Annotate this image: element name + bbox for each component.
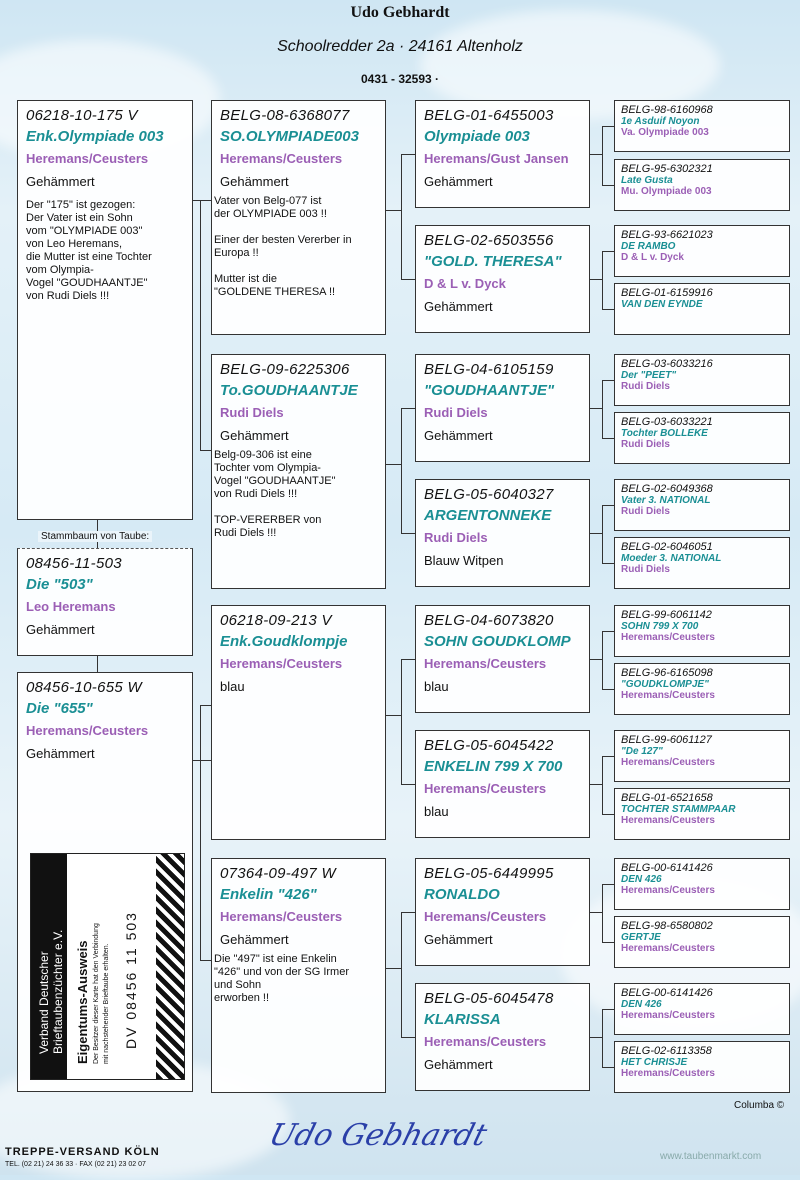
gen2-box[interactable] xyxy=(211,858,386,1093)
gen4-box-breeder: Heremans/Ceusters xyxy=(621,943,715,954)
sire-name: Enk.Olympiade 003 xyxy=(26,128,164,145)
connector-line xyxy=(602,505,614,506)
gen2-notes xyxy=(214,195,377,299)
gen4-box-name: HET CHRISJE xyxy=(621,1057,688,1068)
owner-name: Udo Gebhardt xyxy=(350,4,450,21)
dam-color: Gehämmert xyxy=(26,746,95,761)
note-line: vom Olympia- xyxy=(26,264,94,276)
gen2-box-name: Enkelin "426" xyxy=(220,886,317,903)
connector-line xyxy=(602,631,603,689)
connector-line xyxy=(602,126,614,127)
printer-contact: TEL. (02 21) 24 36 33 · FAX (02 21) 23 02 07 xyxy=(5,1161,146,1168)
sire-color: Gehämmert xyxy=(26,174,95,189)
connector-line xyxy=(602,505,603,563)
dam-breeder: Heremans/Ceusters xyxy=(26,723,149,738)
card-org2: Brieftaubenzüchter e.V. xyxy=(51,929,65,1054)
gen4-box-breeder: Rudi Diels xyxy=(621,564,670,575)
connector-line xyxy=(602,563,614,564)
connector-line xyxy=(590,912,602,913)
gen4-box-reg: BELG-03-6033216 xyxy=(621,358,713,370)
connector-line xyxy=(401,408,402,533)
gen4-box-name: TOCHTER STAMMPAAR xyxy=(621,804,736,815)
note-line: von Leo Heremans, xyxy=(26,238,122,250)
gen4-box-reg: BELG-98-6160968 xyxy=(621,104,713,116)
gen3-box-breeder: Rudi Diels xyxy=(424,405,488,420)
gen4-box-reg: BELG-98-6580802 xyxy=(621,920,713,932)
sire-breeder: Heremans/Ceusters xyxy=(26,151,149,166)
note-line: von Rudi Diels !!! xyxy=(26,290,110,302)
card-pattern-strip xyxy=(156,854,184,1079)
card-ring: DV 08456 11 503 xyxy=(123,911,139,1049)
connector-line xyxy=(401,912,402,1037)
gen3-box-name: "GOLD. THERESA" xyxy=(424,253,562,270)
note-line: Einer der besten Vererber in xyxy=(214,234,352,246)
gen4-box-reg: BELG-02-6046051 xyxy=(621,541,713,553)
connector-line xyxy=(401,1037,415,1038)
signature: Udo Gebhardt xyxy=(265,1118,491,1153)
gen4-box-breeder: Heremans/Ceusters xyxy=(621,690,715,701)
gen4-box-breeder: Heremans/Ceusters xyxy=(621,757,715,768)
gen4-box-name: SOHN 799 X 700 xyxy=(621,621,699,632)
sire-notes xyxy=(26,199,184,303)
note-line: Mutter ist die xyxy=(214,273,277,285)
ownership-card xyxy=(30,853,185,1080)
gen4-box-breeder: Heremans/Ceusters xyxy=(621,1068,715,1079)
root-box[interactable] xyxy=(17,548,193,656)
connector-line xyxy=(590,279,602,280)
gen4-box[interactable] xyxy=(614,983,790,1035)
connector-line xyxy=(97,656,98,672)
watermark: www.taubenmarkt.com xyxy=(660,1151,762,1162)
gen2-box-color: Gehämmert xyxy=(220,932,289,947)
gen2-box-name: To.GOUDHAANTJE xyxy=(220,382,358,399)
gen2-box-color: Gehämmert xyxy=(220,428,289,443)
gen4-box-name: Tochter BOLLEKE xyxy=(621,428,708,439)
gen3-box-breeder: Heremans/Ceusters xyxy=(424,909,547,924)
connector-line xyxy=(200,705,211,706)
note-line: der OLYMPIADE 003 !! xyxy=(214,208,327,220)
connector-line xyxy=(602,631,614,632)
card-title: Eigentums-Ausweis xyxy=(75,940,90,1064)
gen2-box-reg: BELG-09-6225306 xyxy=(220,361,350,378)
note-line: Rudi Diels !!! xyxy=(214,527,277,539)
connector-line xyxy=(200,450,211,451)
connector-line xyxy=(602,942,614,943)
note-line: Europa !! xyxy=(214,247,259,259)
root-breeder: Leo Heremans xyxy=(26,599,116,614)
gen2-box-breeder: Heremans/Ceusters xyxy=(220,656,343,671)
connector-line xyxy=(602,814,614,815)
gen4-box-name: "De 127" xyxy=(621,746,663,757)
gen4-box-name: DEN 426 xyxy=(621,874,662,885)
note-line: Belg-09-306 ist eine xyxy=(214,449,312,461)
gen3-box[interactable] xyxy=(415,354,590,462)
gen3-box-breeder: Rudi Diels xyxy=(424,530,488,545)
gen2-notes xyxy=(214,953,377,1005)
note-line: von Rudi Diels !!! xyxy=(214,488,298,500)
connector-line xyxy=(401,154,415,155)
connector-line xyxy=(200,960,211,961)
gen3-box[interactable] xyxy=(415,479,590,587)
connector-line xyxy=(602,309,614,310)
gen3-box[interactable] xyxy=(415,225,590,333)
printer-name: TREPPE-VERSAND KÖLN xyxy=(5,1146,160,1158)
gen4-box-name: DE RAMBO xyxy=(621,241,676,252)
connector-line xyxy=(401,659,402,784)
gen3-box-name: KLARISSA xyxy=(424,1011,501,1028)
gen4-box-reg: BELG-95-6302321 xyxy=(621,163,713,175)
note-line: erworben !! xyxy=(214,992,270,1004)
gen3-box-name: SOHN GOUDKLOMP xyxy=(424,633,571,650)
gen4-box-breeder: Rudi Diels xyxy=(621,506,670,517)
gen3-box-breeder: Heremans/Ceusters xyxy=(424,781,547,796)
gen4-box[interactable] xyxy=(614,283,790,335)
connector-line xyxy=(401,659,415,660)
root-color: Gehämmert xyxy=(26,622,95,637)
gen2-box-color: blau xyxy=(220,679,245,694)
gen3-box-reg: BELG-05-6045422 xyxy=(424,737,554,754)
gen4-box[interactable] xyxy=(614,100,790,152)
gen3-box-color: blau xyxy=(424,679,449,694)
gen2-notes xyxy=(214,449,377,540)
gen3-box[interactable] xyxy=(415,730,590,838)
connector-line xyxy=(602,884,614,885)
note-line xyxy=(214,501,377,514)
connector-line xyxy=(401,154,402,279)
gen4-box-name: "GOUDKLOMPJE" xyxy=(621,679,709,690)
card-small: Der Besitzer dieser Karte hat den Verbindung xyxy=(93,923,100,1064)
gen4-box-breeder: Rudi Diels xyxy=(621,381,670,392)
gen3-box-reg: BELG-01-6455003 xyxy=(424,107,554,124)
gen3-box-color: blau xyxy=(424,804,449,819)
gen3-box[interactable] xyxy=(415,100,590,208)
connector-line xyxy=(386,210,401,211)
gen4-box-reg: BELG-02-6113358 xyxy=(621,1045,712,1057)
gen4-box-reg: BELG-96-6165098 xyxy=(621,667,713,679)
gen4-box-breeder: Heremans/Ceusters xyxy=(621,885,715,896)
connector-line xyxy=(401,533,415,534)
gen3-box-color: Gehämmert xyxy=(424,1057,493,1072)
card-org: Verband Deutscher xyxy=(37,951,51,1054)
note-line: und Sohn xyxy=(214,979,262,991)
gen4-box-breeder: Heremans/Ceusters xyxy=(621,632,715,643)
gen4-box-reg: BELG-99-6061142 xyxy=(621,609,712,621)
gen3-box[interactable] xyxy=(415,983,590,1091)
note-line: "GOLDENE THERESA !! xyxy=(214,286,336,298)
gen3-box-breeder: Heremans/Ceusters xyxy=(424,656,547,671)
sire-box[interactable] xyxy=(17,100,193,520)
gen2-box-reg: 06218-09-213 V xyxy=(220,612,332,629)
connector-line xyxy=(602,251,614,252)
note-line: Die "497" ist eine Enkelin xyxy=(214,953,337,965)
gen4-box[interactable] xyxy=(614,479,790,531)
note-line: Vogel "GOUDHAANTJE" xyxy=(214,475,336,487)
gen3-box-reg: BELG-04-6073820 xyxy=(424,612,554,629)
gen4-box[interactable] xyxy=(614,663,790,715)
gen4-box-reg: BELG-03-6033221 xyxy=(621,416,713,428)
gen3-box-reg: BELG-04-6105159 xyxy=(424,361,554,378)
connector-line xyxy=(590,154,602,155)
gen2-box-color: Gehämmert xyxy=(220,174,289,189)
connector-line xyxy=(386,968,401,969)
connector-line xyxy=(590,1037,602,1038)
note-line: TOP-VERERBER von xyxy=(214,514,322,526)
gen2-box-breeder: Heremans/Ceusters xyxy=(220,151,343,166)
gen4-box-name: GERTJE xyxy=(621,932,661,943)
gen2-box-breeder: Rudi Diels xyxy=(220,405,284,420)
gen4-box[interactable] xyxy=(614,412,790,464)
gen4-box-breeder: Va. Olympiade 003 xyxy=(621,127,709,138)
gen3-box-breeder: Heremans/Gust Jansen xyxy=(424,151,569,166)
gen4-box[interactable] xyxy=(614,354,790,406)
connector-line xyxy=(602,251,603,309)
gen3-box-color: Gehämmert xyxy=(424,299,493,314)
gen4-box[interactable] xyxy=(614,916,790,968)
gen4-box-name: DEN 426 xyxy=(621,999,662,1010)
note-line: Tochter vom Olympia- xyxy=(214,462,321,474)
gen3-box-name: ENKELIN 799 X 700 xyxy=(424,758,563,775)
gen3-box-breeder: Heremans/Ceusters xyxy=(424,1034,547,1049)
gen4-box-breeder: Rudi Diels xyxy=(621,439,670,450)
card-small2: mit nachstehender Brieftaube erhalten. xyxy=(103,943,110,1064)
dam-reg: 08456-10-655 W xyxy=(26,679,142,696)
gen4-box-name: 1e Asduif Noyon xyxy=(621,116,700,127)
gen2-box[interactable] xyxy=(211,605,386,840)
gen2-box[interactable] xyxy=(211,100,386,335)
gen4-box-reg: BELG-00-6141426 xyxy=(621,862,713,874)
gen4-box-breeder: Heremans/Ceusters xyxy=(621,815,715,826)
gen3-box-reg: BELG-05-6045478 xyxy=(424,990,554,1007)
connector-line xyxy=(193,200,211,201)
connector-line xyxy=(602,185,614,186)
gen4-box[interactable] xyxy=(614,858,790,910)
note-line xyxy=(214,221,377,234)
connector-line xyxy=(401,279,415,280)
gen3-box-reg: BELG-05-6040327 xyxy=(424,486,554,503)
gen4-box-name: VAN DEN EYNDE xyxy=(621,299,703,310)
note-line: "426" und von der SG Irmer xyxy=(214,966,349,978)
gen3-box-reg: BELG-02-6503556 xyxy=(424,232,554,249)
gen2-box-reg: 07364-09-497 W xyxy=(220,865,336,882)
connector-line xyxy=(602,380,614,381)
connector-line xyxy=(401,408,415,409)
note-line: Vater von Belg-077 ist xyxy=(214,195,322,207)
gen4-box-reg: BELG-93-6621023 xyxy=(621,229,713,241)
gen2-box-reg: BELG-08-6368077 xyxy=(220,107,350,124)
note-line: Der "175" ist gezogen: xyxy=(26,199,136,211)
gen4-box-name: Moeder 3. NATIONAL xyxy=(621,553,722,564)
gen4-box[interactable] xyxy=(614,225,790,277)
copyright: Columba © xyxy=(734,1100,785,1111)
gen3-box-color: Gehämmert xyxy=(424,932,493,947)
gen4-box[interactable] xyxy=(614,1041,790,1093)
gen3-box[interactable] xyxy=(415,858,590,966)
gen3-box-reg: BELG-05-6449995 xyxy=(424,865,554,882)
gen3-box-color: Gehämmert xyxy=(424,428,493,443)
connector-line xyxy=(602,380,603,438)
gen2-box-breeder: Heremans/Ceusters xyxy=(220,909,343,924)
connector-line xyxy=(602,1009,603,1067)
connector-line xyxy=(200,200,201,450)
owner-phone: 0431 - 32593 · xyxy=(360,72,440,86)
gen4-box[interactable] xyxy=(614,159,790,211)
gen3-box-name: ARGENTONNEKE xyxy=(424,507,552,524)
gen4-box[interactable] xyxy=(614,537,790,589)
note-line: Der Vater ist ein Sohn xyxy=(26,212,133,224)
owner-address: Schoolredder 2a · 24161 Altenholz xyxy=(277,38,523,55)
gen4-box[interactable] xyxy=(614,730,790,782)
connector-line xyxy=(200,705,201,960)
connector-line xyxy=(401,912,415,913)
gen4-box-breeder: Heremans/Ceusters xyxy=(621,1010,715,1021)
gen2-box-name: Enk.Goudklompje xyxy=(220,633,348,650)
root-name: Die "503" xyxy=(26,576,93,593)
root-reg: 08456-11-503 xyxy=(26,555,122,572)
connector-line xyxy=(590,659,602,660)
gen4-box-breeder: D & L v. Dyck xyxy=(621,252,684,263)
gen3-box-color: Gehämmert xyxy=(424,174,493,189)
connector-line xyxy=(193,760,211,761)
connector-line xyxy=(602,756,603,814)
connector-line xyxy=(401,784,415,785)
gen4-box-reg: BELG-99-6061127 xyxy=(621,734,712,746)
connector-line xyxy=(602,438,614,439)
gen4-box-reg: BELG-02-6049368 xyxy=(621,483,713,495)
gen3-box[interactable] xyxy=(415,605,590,713)
gen2-box-name: SO.OLYMPIADE003 xyxy=(220,128,359,145)
gen4-box[interactable] xyxy=(614,605,790,657)
note-line: die Mutter ist eine Tochter xyxy=(26,251,152,263)
gen4-box-name: Late Gusta xyxy=(621,175,673,186)
gen4-box-breeder: Mu. Olympiade 003 xyxy=(621,186,712,197)
gen4-box[interactable] xyxy=(614,788,790,840)
connector-line xyxy=(602,689,614,690)
gen3-box-name: RONALDO xyxy=(424,886,500,903)
note-line xyxy=(214,260,377,273)
gen3-box-color: Blauw Witpen xyxy=(424,553,504,568)
note-line: Vogel "GOUDHAANTJE" xyxy=(26,277,148,289)
connector-line xyxy=(602,1009,614,1010)
connector-line xyxy=(602,126,603,185)
gen3-box-breeder: D & L v. Dyck xyxy=(424,276,506,291)
connector-line xyxy=(602,756,614,757)
gen4-box-reg: BELG-01-6159916 xyxy=(621,287,713,299)
connector-line xyxy=(386,464,401,465)
sire-reg: 06218-10-175 V xyxy=(26,107,138,124)
connector-line xyxy=(590,784,602,785)
connector-line xyxy=(386,715,401,716)
connector-line xyxy=(590,533,602,534)
connector-line xyxy=(602,1067,614,1068)
gen2-box[interactable] xyxy=(211,354,386,589)
gen4-box-reg: BELG-01-6521658 xyxy=(621,792,713,804)
gen4-box-reg: BELG-00-6141426 xyxy=(621,987,713,999)
gen3-box-name: Olympiade 003 xyxy=(424,128,530,145)
note-line: vom "OLYMPIADE 003" xyxy=(26,225,143,237)
connector-line xyxy=(602,884,603,942)
connector-line xyxy=(590,408,602,409)
gen4-box-name: Der "PEET" xyxy=(621,370,677,381)
gen4-box-name: Vater 3. NATIONAL xyxy=(621,495,711,506)
pedigree-label: Stammbaum von Taube: xyxy=(38,531,152,542)
dam-name: Die "655" xyxy=(26,700,93,717)
gen3-box-name: "GOUDHAANTJE" xyxy=(424,382,555,399)
